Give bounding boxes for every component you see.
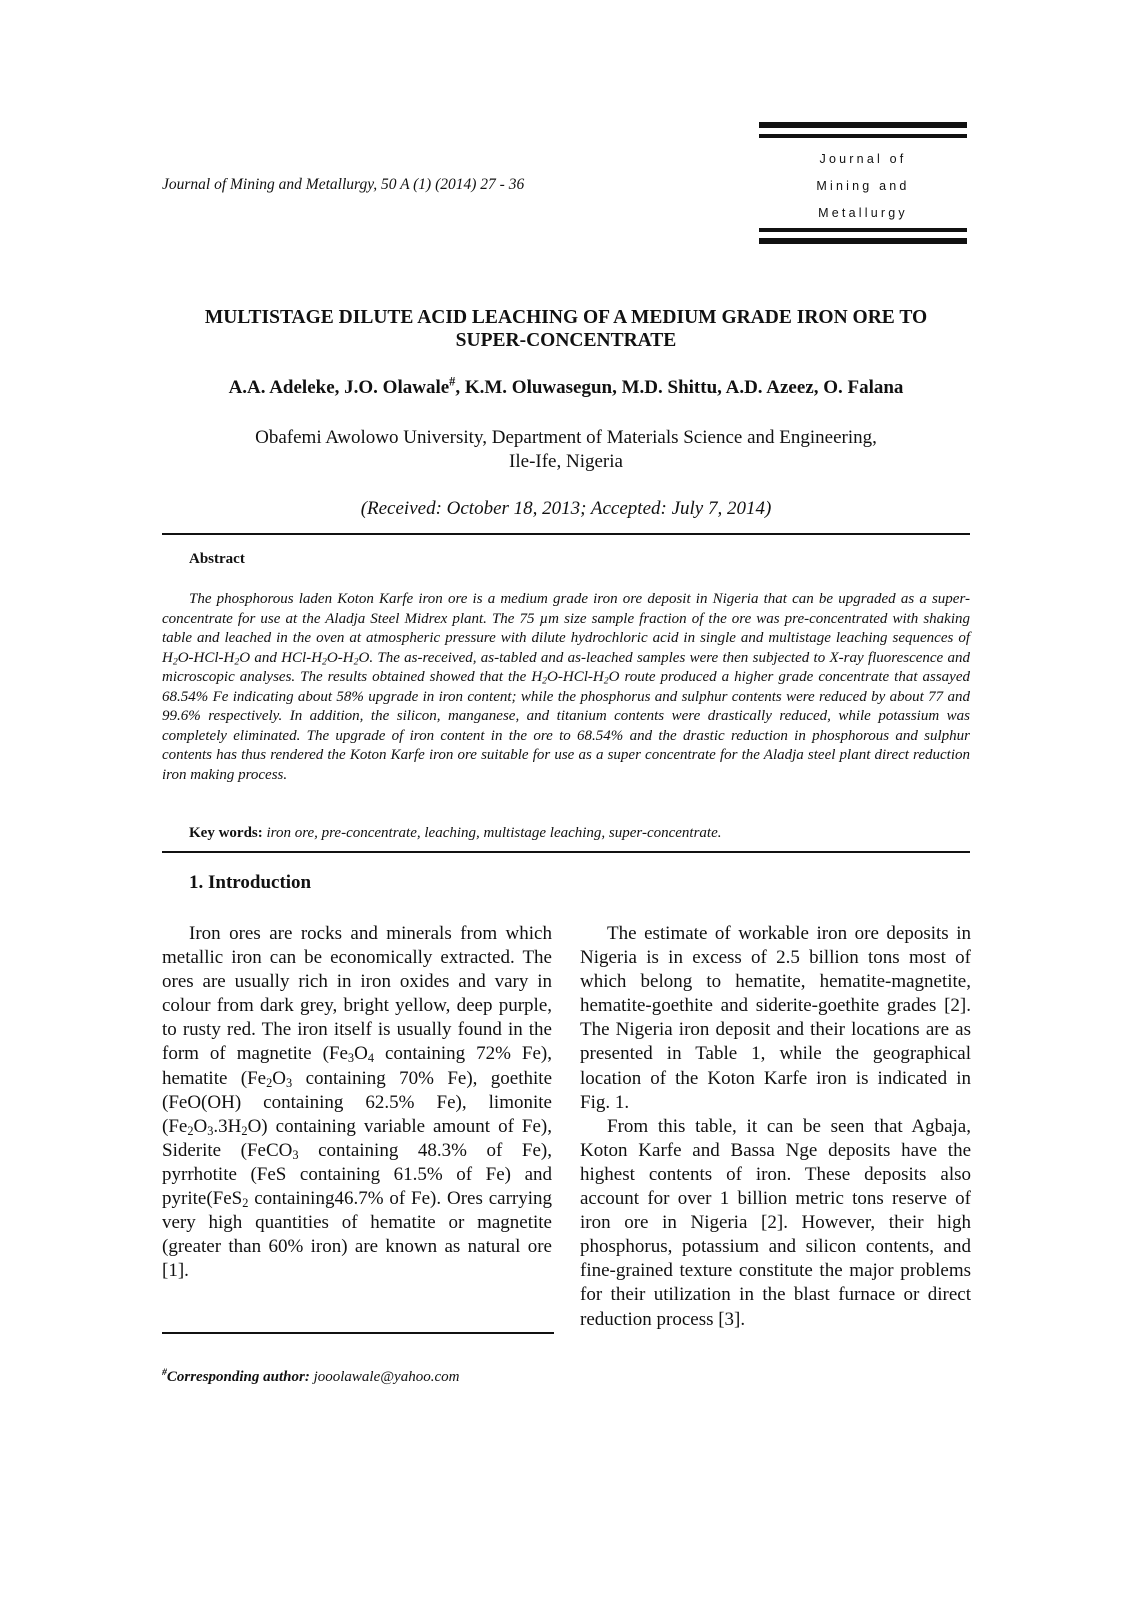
authors-rest: , K.M. Oluwasegun, M.D. Shittu, A.D. Azeez, O. Falana: [455, 377, 904, 398]
affiliation-line-2: Ile-Ife, Nigeria: [509, 451, 623, 472]
sequence-3: [531, 669, 619, 685]
seq-part: O-H: [326, 649, 354, 666]
abstract-text-2: . The as-received, as-tabled and as-leached samples were then subjected to X-ray fluorescence and microscopic analyses. The results obtained showed that the: [162, 649, 970, 685]
subscript: 2: [266, 1075, 273, 1090]
seq-part: O-HCl-H: [547, 669, 604, 685]
text-run: containing 48.3% of Fe), pyrrhotite (FeS containing 61.5% of Fe) and pyrite(FeS: [162, 1139, 552, 1210]
subscript: 2: [241, 1123, 248, 1138]
author-email[interactable]: jooolawale@yahoo.com: [309, 1369, 460, 1385]
logo-bar-top-thin: [759, 134, 967, 138]
paper-title: [150, 306, 982, 352]
seq-sub: 2: [234, 655, 240, 667]
text-run: containing 72% Fe), hematite (Fe: [162, 1043, 552, 1089]
divider-bottom: [162, 851, 970, 853]
abstract-and: and: [250, 649, 282, 666]
abstract-text-3: route produced a higher grade concentrate that assayed 68.54% Fe indicating about 58% upgrade in iron content; while the phosphorus and sulphur contents were reduced by about 77 and 99.6% respectively. In addition, the silicon, manganese, and titanium contents were drastically reduced, while potassium was completely eliminated. The upgrade of iron content in the ore to 68.54% and the drastic reduction in phosphorous and sulphur contents has thus rendered the Koton Karfe iron ore suitable for use as a super concentrate for the Aladja steel plant direct reduction iron making process.: [162, 669, 970, 783]
footnote-label: Corresponding author:: [166, 1369, 310, 1385]
right-column: [580, 922, 971, 1332]
keywords: [189, 825, 722, 842]
text-run: O: [193, 1115, 208, 1137]
footnote-divider: [162, 1332, 554, 1334]
seq-part: H: [162, 649, 173, 666]
corresponding-mark: #: [449, 374, 456, 389]
paragraph: [162, 922, 552, 1283]
abstract-heading: Abstract: [189, 551, 245, 567]
seq-part: O: [358, 649, 370, 666]
seq-sub: 2: [353, 655, 359, 667]
text-run: containing 70% Fe), goethite (FeO(OH) containing 62.5% Fe), limonite (Fe: [162, 1067, 553, 1137]
subscript: 3: [207, 1123, 214, 1138]
seq-part: O: [239, 649, 251, 666]
text-run: O: [354, 1043, 368, 1065]
abstract-body: [162, 590, 970, 785]
seq-sub: 2: [172, 655, 178, 667]
subscript: 2: [242, 1196, 249, 1211]
affiliation: [150, 426, 982, 474]
subscript: 3: [286, 1075, 293, 1090]
text-run: Iron ores are rocks and minerals from which metallic iron can be economically extracted. The ores are usually rich in iron oxides and vary in colour from dark grey, bright yellow, deep purple, to rusty red. The iron itself is usually found in the form of magnetite (Fe: [162, 923, 552, 1065]
affiliation-line-1: Obafemi Awolowo University, Department of Materials Science and Engineering,: [255, 427, 877, 448]
footnote-corresponding-author: [162, 1369, 459, 1386]
paragraph: From this table, it can be seen that Agbaja, Koton Karfe and Bassa Nge deposits have the highest contents of iron. These deposits also account for over 1 billion metric tons reserve of iron ore in Nigeria [2]. However, their high phosphorus, potassium and silicon contents, and fine-grained texture constitute the major problems for their utilization in the blast furnace or direct reduction process [3].: [580, 1115, 971, 1330]
author-list: [150, 374, 982, 399]
seq-part: HCl-H: [281, 649, 323, 666]
logo-bar-bottom-thick: [759, 238, 967, 244]
journal-logo: [759, 122, 967, 252]
seq-part: H: [531, 669, 543, 685]
seq-sub: 2: [322, 655, 327, 667]
subscript: 3: [292, 1147, 299, 1162]
logo-bar-top-thick: [759, 122, 967, 128]
logo-bar-bottom-thin: [759, 228, 967, 232]
paper-title-line-1: MULTISTAGE DILUTE ACID LEACHING OF A MEDIUM GRADE IRON ORE TO: [204, 307, 928, 328]
section-heading-introduction: 1. Introduction: [189, 872, 312, 893]
keywords-value: iron ore, pre-concentrate, leaching, multistage leaching, super-concentrate.: [262, 825, 722, 841]
sequence-1: [162, 650, 250, 666]
subscript: 3: [347, 1051, 355, 1066]
subscript: 4: [367, 1051, 374, 1066]
seq-part: O: [608, 669, 620, 685]
paper-title-line-2: SUPER-CONCENTRATE: [455, 330, 677, 351]
footnote-mark: #: [162, 1367, 167, 1378]
logo-line-3: Metallurgy: [818, 206, 908, 220]
divider-top: [162, 533, 970, 535]
seq-sub: 2: [542, 675, 548, 687]
logo-line-2: Mining and: [816, 179, 910, 193]
text-run: .3H: [213, 1115, 242, 1137]
subscript: 2: [187, 1123, 194, 1138]
journal-reference: Journal of Mining and Metallurgy, 50 A (1) (2014) 27 - 36: [162, 176, 525, 193]
sequence-2: [281, 650, 369, 666]
text-run: containing46.7% of Fe). Ores carrying very high quantities of hematite or magnetite (greater than 60% iron) are known as natural ore [1].: [162, 1188, 552, 1282]
keywords-label: Key words:: [189, 825, 263, 841]
abstract-text-1: The phosphorous laden Koton Karfe iron ore is a medium grade iron ore deposit in Nigeria that can be upgraded as a super-concentrate for use at the Aladja Steel Midrex plant. The 75 µm size sample fraction of the ore was pre-concentrated with shaking table and leached in the oven at atmospheric pressure with dilute hydrochloric acid in single and multistage leaching sequences of: [162, 591, 970, 646]
logo-line-1: Journal of: [819, 152, 907, 166]
authors-first: A.A. Adeleke, J.O. Olawale: [228, 377, 450, 398]
left-column: [162, 922, 552, 1283]
text-run: O) containing variable amount of Fe), Siderite (FeCO: [162, 1115, 552, 1161]
seq-sub: 2: [603, 675, 609, 687]
paragraph: The estimate of workable iron ore deposits in Nigeria is in excess of 2.5 billion tons most of which belong to hematite, hematite-magnetite, hematite-goethite and siderite-goethite grades [2]. The Nigeria iron deposit and their locations are as presented in Table 1, while the geographical location of the Koton Karfe iron is indicated in Fig. 1.: [580, 923, 971, 1113]
seq-part: O-HCl-H: [177, 649, 235, 666]
text-run: O: [272, 1067, 287, 1089]
received-dates: (Received: October 18, 2013; Accepted: July 7, 2014): [360, 498, 772, 519]
